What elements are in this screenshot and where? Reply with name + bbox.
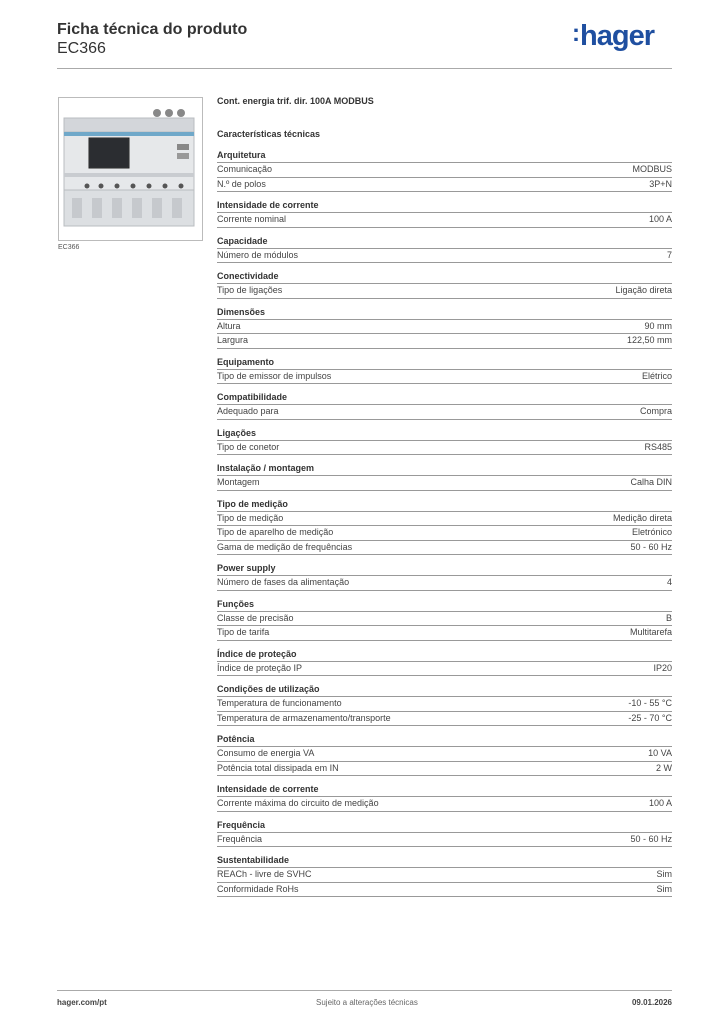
spec-section — [217, 819, 672, 848]
spec-value: Sim — [656, 883, 672, 894]
section-title: Compatibilidade — [217, 392, 288, 402]
spec-row — [217, 283, 672, 299]
spec-row — [217, 796, 672, 812]
spec-value: Compra — [639, 406, 672, 416]
spec-row — [217, 661, 672, 677]
spec-value: 100 A — [648, 798, 672, 808]
spec-section — [217, 306, 672, 349]
spec-row — [217, 525, 672, 540]
spec-label: Gama de medição de frequências — [217, 541, 353, 552]
spec-row — [217, 319, 672, 334]
footer-divider — [57, 990, 672, 991]
spec-section — [217, 427, 672, 456]
spec-section — [217, 270, 672, 299]
section-title: Equipamento — [217, 356, 275, 367]
spec-row — [217, 440, 672, 456]
spec-section — [217, 391, 672, 420]
spec-value: Ligação direta — [615, 285, 672, 295]
spec-row — [217, 248, 672, 264]
spec-row — [217, 761, 672, 777]
spec-section — [217, 733, 672, 776]
section-title: Condições de utilização — [217, 684, 320, 694]
spec-label: Comunicação — [217, 164, 273, 174]
spec-value: Calha DIN — [630, 477, 672, 487]
spec-value: -10 - 55 °C — [628, 698, 672, 708]
spec-section — [217, 783, 672, 812]
page-header — [57, 20, 672, 70]
spec-value: 50 - 60 Hz — [630, 541, 672, 552]
spec-label: Tipo de conetor — [217, 441, 280, 452]
spec-value: 3P+N — [649, 178, 672, 189]
spec-label: Número de módulos — [217, 249, 299, 260]
section-title: Índice de proteção — [217, 648, 297, 659]
section-title: Intensidade de corrente — [217, 200, 319, 210]
spec-label: Tipo de aparelho de medição — [217, 527, 334, 537]
technical-characteristics-heading: Características técnicas — [217, 129, 321, 139]
spec-label: Corrente nominal — [217, 214, 287, 224]
spec-row — [217, 333, 672, 349]
spec-label: REACh - livre de SVHC — [217, 869, 312, 879]
spec-row — [217, 711, 672, 727]
spec-label: Largura — [217, 335, 249, 345]
spec-value: 4 — [666, 577, 672, 587]
section-title: Capacidade — [217, 235, 268, 246]
product-name: Cont. energia trif. dir. 100A MODBUS — [217, 96, 374, 106]
spec-value: 122,50 mm — [626, 335, 672, 345]
page-title: Ficha técnica do produto — [57, 21, 248, 38]
spec-row — [217, 212, 672, 228]
spec-value: 100 A — [648, 214, 672, 224]
section-title: Funções — [217, 598, 255, 609]
section-title: Sustentabilidade — [217, 855, 290, 865]
spec-section — [217, 356, 672, 385]
spec-row — [217, 696, 672, 711]
spec-value: 90 mm — [644, 320, 672, 331]
spec-value: Multitarefa — [629, 627, 672, 637]
spec-label: Índice de proteção IP — [217, 662, 303, 673]
footer-note: Sujeito a alterações técnicas — [316, 998, 418, 1007]
spec-label: Consumo de energia VA — [217, 748, 315, 758]
spec-section — [217, 648, 672, 677]
section-title: Conectividade — [217, 271, 279, 281]
section-title: Ligações — [217, 427, 257, 438]
spec-label: Potência total dissipada em IN — [217, 762, 339, 773]
spec-label: Tipo de ligações — [217, 285, 283, 295]
spec-value: 50 - 60 Hz — [630, 833, 672, 844]
spec-section — [217, 683, 672, 726]
spec-row — [217, 369, 672, 385]
spec-label: Corrente máxima do circuito de medição — [217, 798, 379, 808]
spec-sections — [217, 149, 672, 897]
spec-row — [217, 832, 672, 848]
spec-row — [217, 540, 672, 556]
spec-label: Temperatura de armazenamento/transporte — [217, 712, 391, 723]
spec-section — [217, 149, 672, 192]
spec-value: -25 - 70 °C — [628, 712, 672, 723]
spec-label: N.º de polos — [217, 178, 266, 189]
spec-value: B — [665, 612, 672, 623]
spec-row — [217, 475, 672, 491]
energy-meter-illustration — [59, 98, 202, 240]
spec-value: 10 VA — [648, 748, 672, 758]
spec-label: Tipo de emissor de impulsos — [217, 370, 332, 381]
spec-section — [217, 498, 672, 556]
footer-date: 09.01.2026 — [631, 998, 672, 1007]
spec-value: MODBUS — [632, 164, 672, 174]
spec-label: Tipo de tarifa — [217, 627, 270, 637]
spec-label: Frequência — [217, 833, 263, 844]
spec-value: RS485 — [644, 441, 672, 452]
spec-value: Medição direta — [612, 512, 672, 523]
spec-label: Classe de precisão — [217, 612, 294, 623]
brand-logo: :hager — [572, 20, 654, 52]
spec-section — [217, 854, 672, 897]
spec-row — [217, 162, 672, 177]
header-divider — [57, 68, 672, 69]
brand-logo-text: hager — [580, 20, 654, 52]
spec-value: 7 — [666, 249, 672, 260]
spec-label: Temperatura de funcionamento — [217, 698, 342, 708]
spec-label: Adequado para — [217, 406, 279, 416]
section-title: Arquitetura — [217, 150, 266, 160]
spec-row — [217, 746, 672, 761]
spec-label: Tipo de medição — [217, 512, 284, 523]
spec-section — [217, 462, 672, 491]
spec-section — [217, 598, 672, 641]
section-title: Tipo de medição — [217, 498, 288, 509]
spec-value: 2 W — [655, 762, 672, 773]
section-title: Dimensões — [217, 306, 266, 317]
spec-label: Conformidade RoHs — [217, 883, 299, 894]
spec-label: Número de fases da alimentação — [217, 577, 350, 587]
image-caption: EC366 — [58, 244, 80, 251]
section-title: Potência — [217, 734, 255, 744]
spec-section — [217, 562, 672, 591]
section-title: Power supply — [217, 563, 276, 573]
spec-label: Montagem — [217, 477, 260, 487]
spec-section — [217, 199, 672, 228]
spec-row — [217, 575, 672, 591]
spec-section — [217, 235, 672, 264]
spec-row — [217, 882, 672, 898]
spec-row — [217, 404, 672, 420]
section-title: Intensidade de corrente — [217, 784, 319, 794]
spec-row — [217, 867, 672, 882]
product-image — [58, 97, 203, 241]
spec-value: Eletrónico — [631, 527, 672, 537]
spec-row — [217, 177, 672, 193]
spec-label: Altura — [217, 320, 241, 331]
spec-row — [217, 625, 672, 641]
spec-value: IP20 — [653, 662, 672, 673]
section-title: Instalação / montagem — [217, 463, 315, 473]
spec-value: Sim — [656, 869, 672, 879]
spec-row — [217, 611, 672, 626]
spec-content — [217, 95, 672, 904]
spec-value: Elétrico — [641, 370, 672, 381]
section-title: Frequência — [217, 819, 266, 830]
spec-row — [217, 511, 672, 526]
product-code: EC366 — [57, 40, 106, 57]
footer-website: hager.com/pt — [57, 998, 107, 1007]
